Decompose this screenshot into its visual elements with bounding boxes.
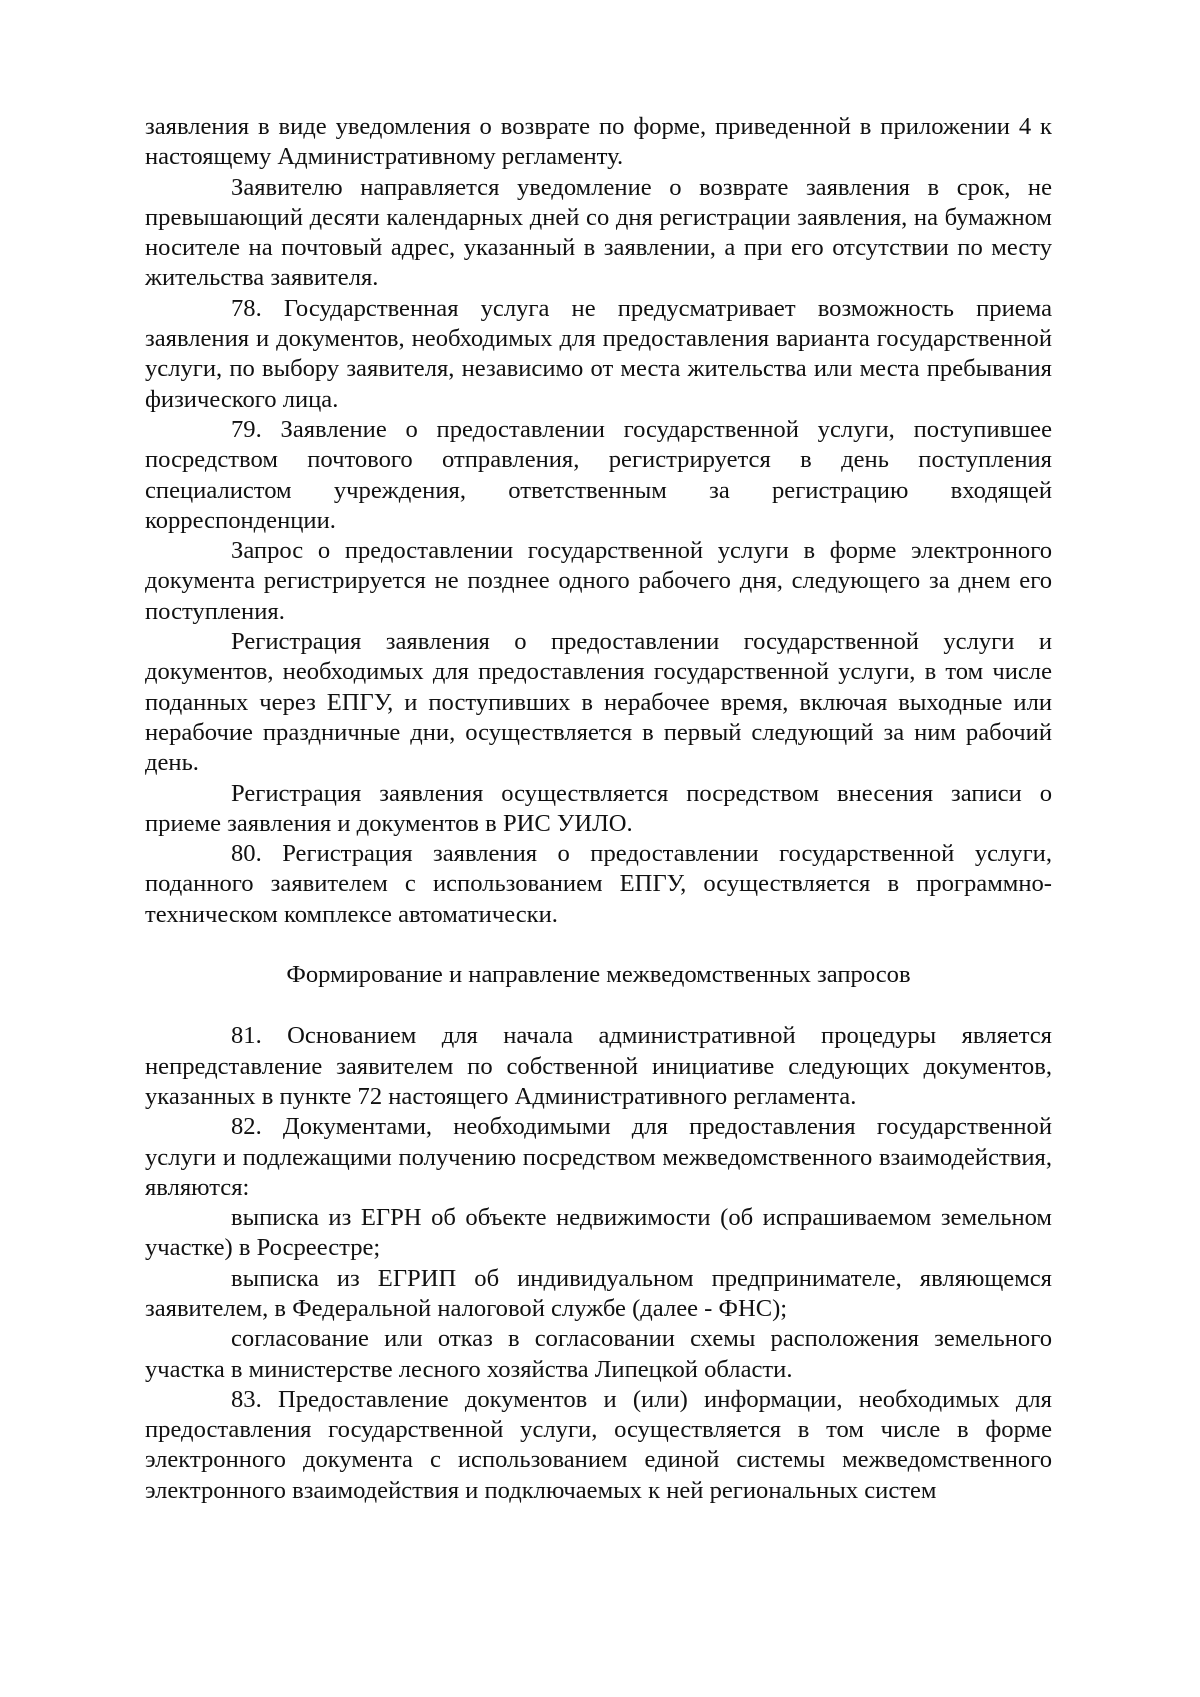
- paragraph-82: 82. Документами, необходимыми для предоставления государственной услуги и подлежащими получению посредством межведомственного взаимодействия, являются:: [145, 1113, 1052, 1201]
- paragraph-return-notice: Заявителю направляется уведомление о возврате заявления в срок, не превышающий десяти календарных дней со дня регистрации заявления, на бумажном носителе на почтовый адрес, указанный в заявлении, а при его отсутствии по месту жительства заявителя.: [145, 173, 1052, 292]
- paragraph-79: 79. Заявление о предоставлении государственной услуги, поступившее посредством почтового отправления, регистрируется в день поступления специалистом учреждения, ответственным за регистрацию входящей корреспонденции.: [145, 415, 1052, 534]
- paragraph-83: 83. Предоставление документов и (или) информации, необходимых для предоставления государственной услуги, осуществляется в том числе в форме электронного документа с использованием единой системы межведомственного электронного взаимодействия и подключаемых к ней региональных систем: [145, 1385, 1052, 1504]
- section-heading: Формирование и направление межведомственных запросов: [286, 961, 911, 989]
- paragraph-78: 78. Государственная услуга не предусматривает возможность приема заявления и документов, необходимых для предоставления варианта государственной услуги, по выбору заявителя, независимо от места жительства или места пребывания физического лица.: [145, 294, 1052, 413]
- paragraph-80: 80. Регистрация заявления о предоставлении государственной услуги, поданного заявителем с использованием ЕПГУ, осуществляется в программно-техническом комплексе автоматически.: [145, 840, 1052, 928]
- list-item-forestry: согласование или отказ в согласовании схемы расположения земельного участка в министерстве лесного хозяйства Липецкой области.: [145, 1325, 1052, 1383]
- paragraph-81: 81. Основанием для начала административной процедуры является непредставление заявителем по собственной инициативе следующих документов, указанных в пункте 72 настоящего Административного регламента.: [145, 1022, 1052, 1110]
- paragraph-continuation: заявления в виде уведомления о возврате по форме, приведенной в приложении 4 к настоящему Административному регламенту.: [145, 113, 1052, 171]
- paragraph-electronic-request: Запрос о предоставлении государственной услуги в форме электронного документа регистрируется не позднее одного рабочего дня, следующего за днем его поступления.: [145, 537, 1052, 625]
- paragraph-registration-ris: Регистрация заявления осуществляется посредством внесения записи о приеме заявления и документов в РИС УИЛО.: [145, 779, 1052, 837]
- list-item-egrip: выписка из ЕГРИП об индивидуальном предпринимателе, являющемся заявителем, в Федеральной налоговой службе (далее - ФНС);: [145, 1264, 1052, 1322]
- paragraph-registration-epgu: Регистрация заявления о предоставлении государственной услуги и документов, необходимых для предоставления государственной услуги, в том числе поданных через ЕПГУ, и поступивших в нерабочее время, включая выходные или нерабочие праздничные дни, осуществляется в первый следующий за ним рабочий день.: [145, 628, 1052, 777]
- list-item-egrn: выписка из ЕГРН об объекте недвижимости (об испрашиваемом земельном участке) в Росреестре;: [145, 1204, 1052, 1262]
- document-page: [145, 112, 1052, 1506]
